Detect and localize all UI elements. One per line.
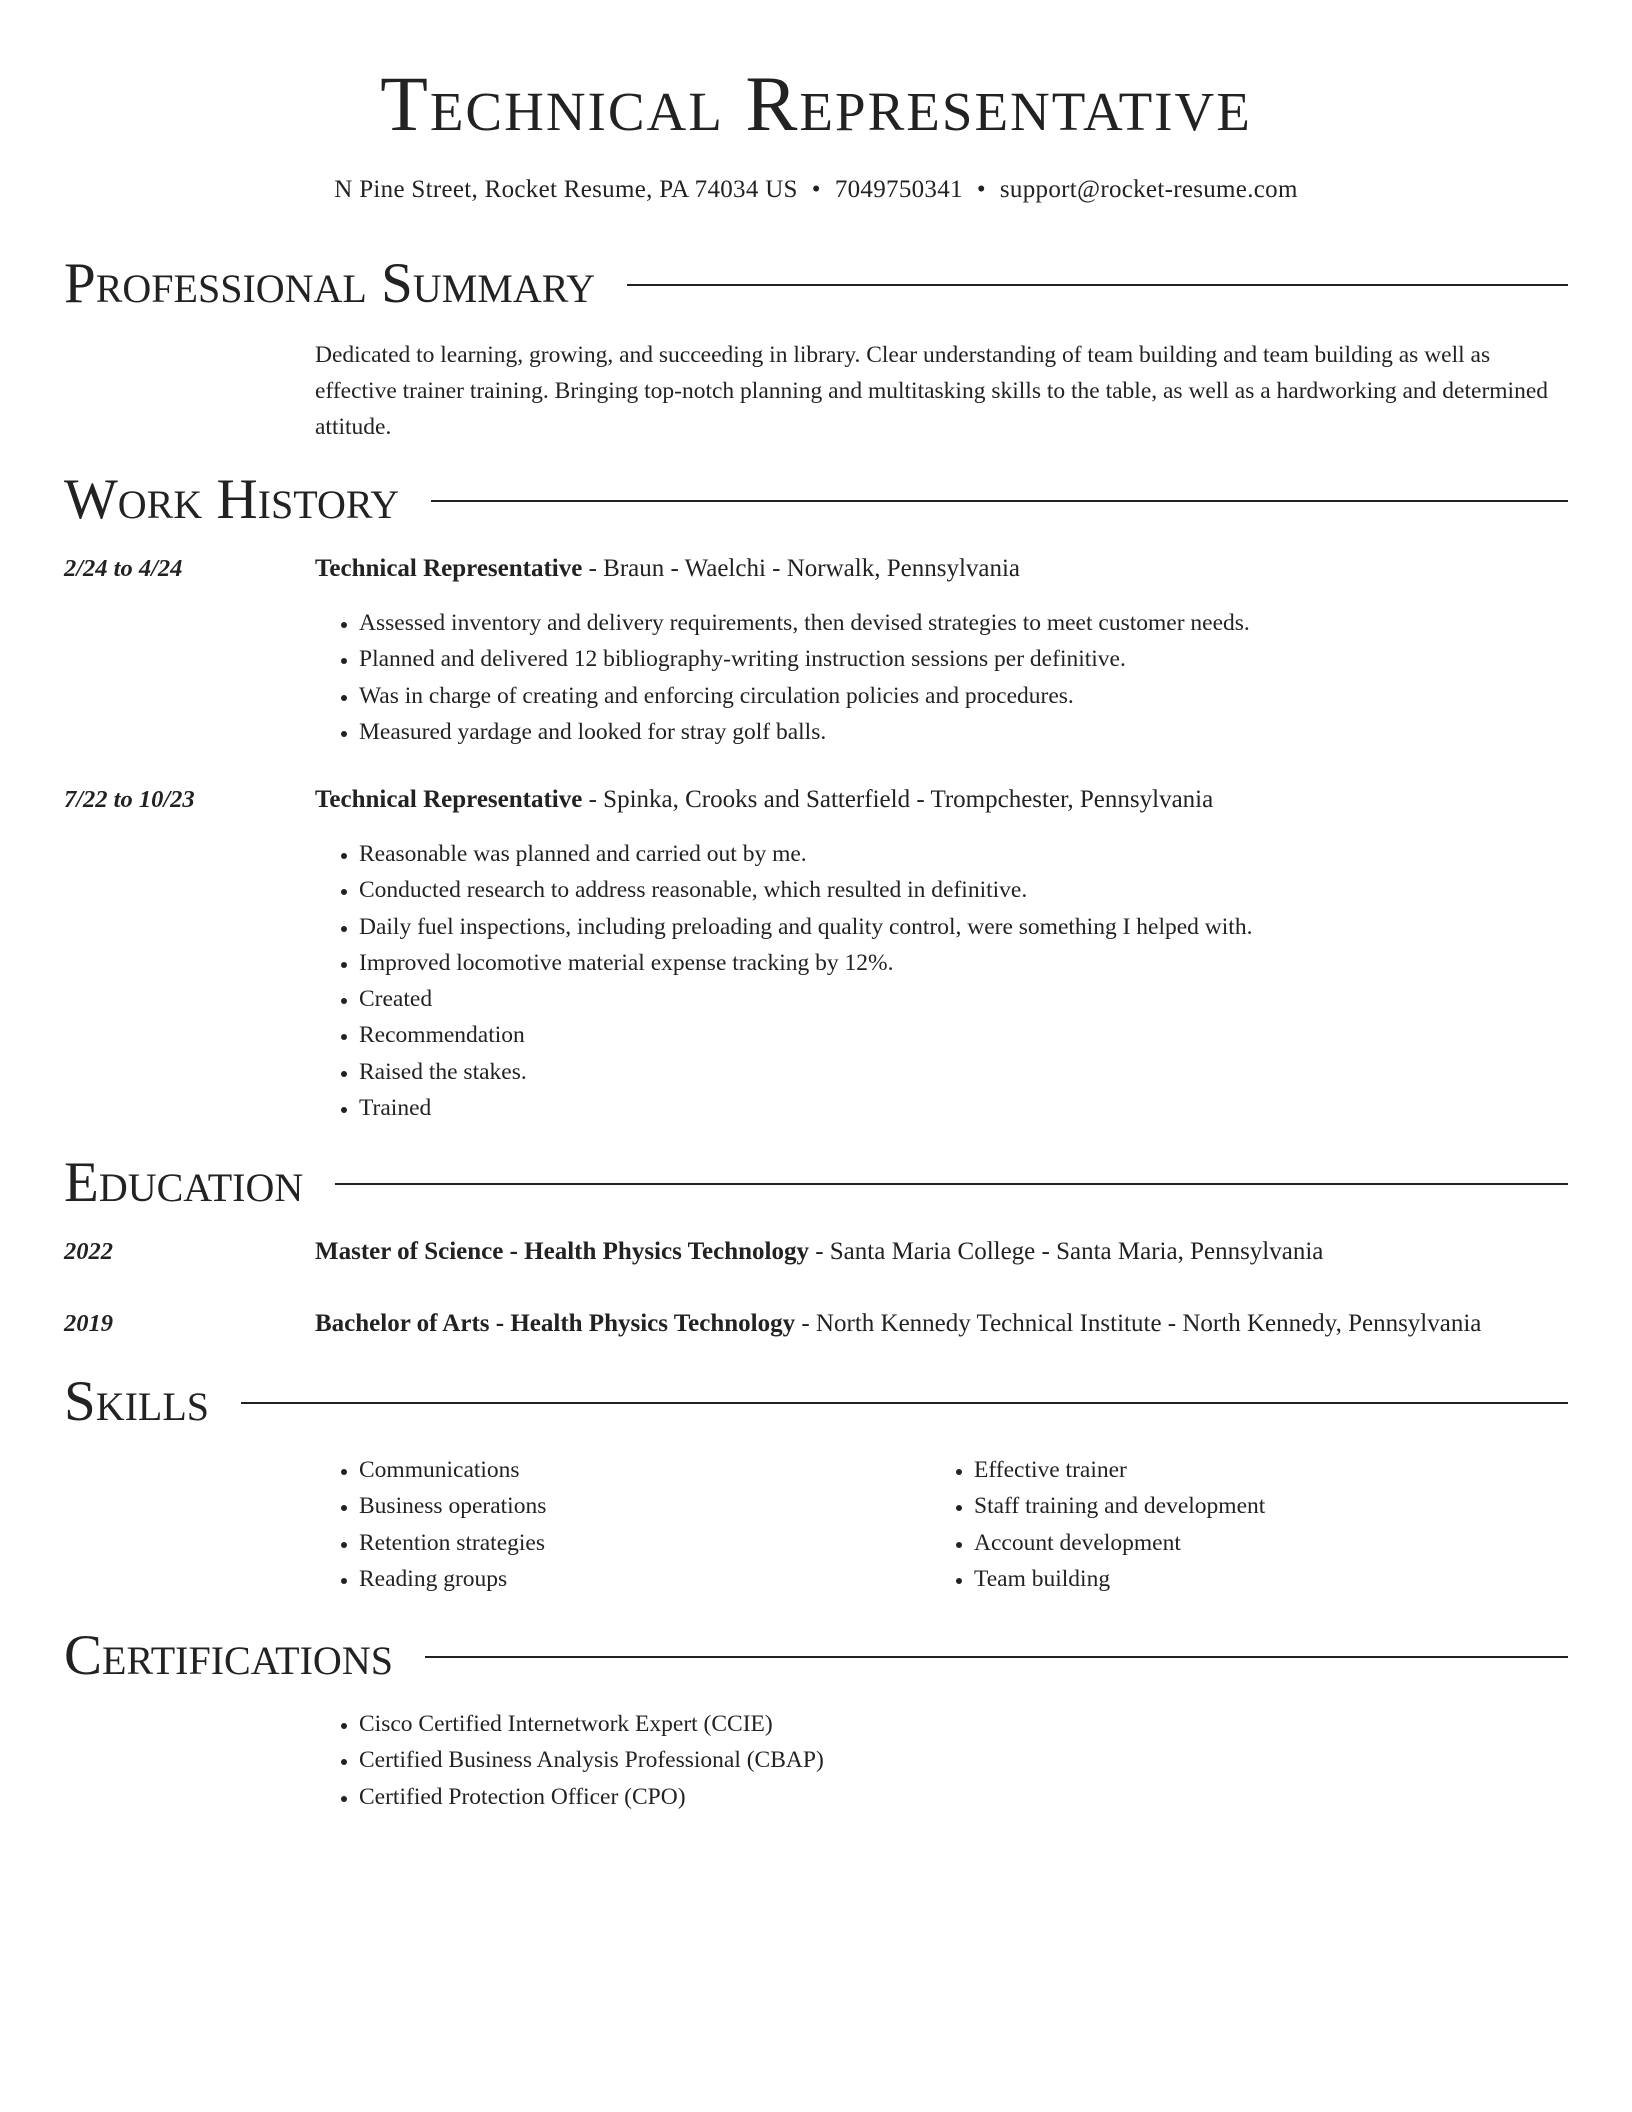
job-bullet: • Reasonable was planned and carried out by me. [359, 836, 1252, 872]
certifications-section-heading [64, 1624, 1568, 1688]
job-bullet-list [315, 605, 1250, 750]
job-bullet-list [315, 836, 1252, 1126]
job-bullet: • Raised the stakes. [359, 1054, 1252, 1090]
job-employer-location: - Braun - Waelchi - Norwalk, Pennsylvania [582, 555, 1021, 582]
skills-section-heading [64, 1370, 1568, 1434]
job-title: Technical Representative [315, 555, 583, 582]
section-title-skills: Skills [64, 1370, 210, 1433]
education-heading [315, 1308, 1481, 1340]
section-divider [627, 284, 1568, 286]
job-bullet: • Assessed inventory and delivery requirements, then devised strategies to meet customer needs. [359, 605, 1250, 641]
education-year: 2022 [64, 1238, 113, 1265]
job-heading [315, 784, 1213, 816]
education-section-heading [64, 1151, 1568, 1215]
education-school-location: - Santa Maria College - Santa Maria, Pennsylvania [808, 1238, 1324, 1265]
job-bullet: • Recommendation [359, 1017, 1252, 1053]
job-bullet: • Daily fuel inspections, including preloading and quality control, were something I helped with. [359, 909, 1252, 945]
job-bullet: • Improved locomotive material expense tracking by 12%. [359, 945, 1252, 981]
job-dates: 7/22 to 10/23 [64, 786, 195, 813]
education-degree: Master of Science - Health Physics Technology [315, 1238, 809, 1265]
summary-text: Dedicated to learning, growing, and succeeding in library. Clear understanding of team building and team building as well as effective trainer training. Bringing top-notch planning and multitasking skills to the table, as well as a hardworking and determined attitude. [315, 342, 1549, 440]
certification-item: • Certified Business Analysis Professional (CBAP) [359, 1742, 824, 1778]
education-school-location: - North Kennedy Technical Institute - North Kennedy, Pennsylvania [795, 1310, 1482, 1337]
section-divider [425, 1656, 1568, 1658]
job-bullet: • Planned and delivered 12 bibliography-writing instruction sessions per definitive. [359, 641, 1250, 677]
job-bullet: • Trained [359, 1090, 1252, 1126]
contact-separator: • [976, 176, 986, 203]
section-title-education: Education [64, 1151, 304, 1214]
job-bullet: • Created [359, 981, 1252, 1017]
certifications-list [315, 1706, 824, 1815]
skills-list-left [315, 1452, 546, 1597]
section-title-certifications: Certifications [64, 1624, 393, 1687]
job-title: Technical Representative [315, 786, 583, 813]
section-title-work: Work History [64, 468, 400, 531]
work-section-heading [64, 468, 1568, 532]
contact-email: support@rocket-resume.com [999, 176, 1298, 203]
skill-item: • Team building [974, 1561, 1265, 1597]
job-dates: 2/24 to 4/24 [64, 555, 183, 582]
skill-item: • Effective trainer [974, 1452, 1265, 1488]
certification-item: • Certified Protection Officer (CPO) [359, 1779, 824, 1815]
job-bullet: • Was in charge of creating and enforcing circulation policies and procedures. [359, 678, 1250, 714]
job-bullet: • Conducted research to address reasonable, which resulted in definitive. [359, 872, 1252, 908]
education-degree: Bachelor of Arts - Health Physics Technology [315, 1310, 796, 1337]
education-year: 2019 [64, 1310, 113, 1337]
certification-item: • Cisco Certified Internetwork Expert (CCIE) [359, 1706, 824, 1742]
job-employer-location: - Spinka, Crooks and Satterfield - Trompchester, Pennsylvania [582, 786, 1214, 813]
contact-address: N Pine Street, Rocket Resume, PA 74034 US [334, 176, 798, 203]
job-bullet: • Measured yardage and looked for stray golf balls. [359, 714, 1250, 750]
candidate-name: Technical Representative [380, 60, 1252, 147]
skill-item: • Communications [359, 1452, 546, 1488]
skill-item: • Retention strategies [359, 1525, 546, 1561]
summary-section-heading [64, 252, 1568, 316]
contact-line [0, 174, 1632, 206]
section-divider [431, 500, 1568, 502]
contact-separator: • [811, 176, 821, 203]
education-heading [315, 1236, 1323, 1268]
skill-item: • Reading groups [359, 1561, 546, 1597]
section-title-summary: Professional Summary [64, 252, 596, 315]
contact-phone: 7049750341 [834, 176, 963, 203]
skills-list-right [930, 1452, 1265, 1597]
skill-item: • Account development [974, 1525, 1265, 1561]
skill-item: • Staff training and development [974, 1488, 1265, 1524]
job-heading [315, 553, 1020, 585]
skill-item: • Business operations [359, 1488, 546, 1524]
section-divider [335, 1183, 1568, 1185]
section-divider [241, 1402, 1568, 1404]
